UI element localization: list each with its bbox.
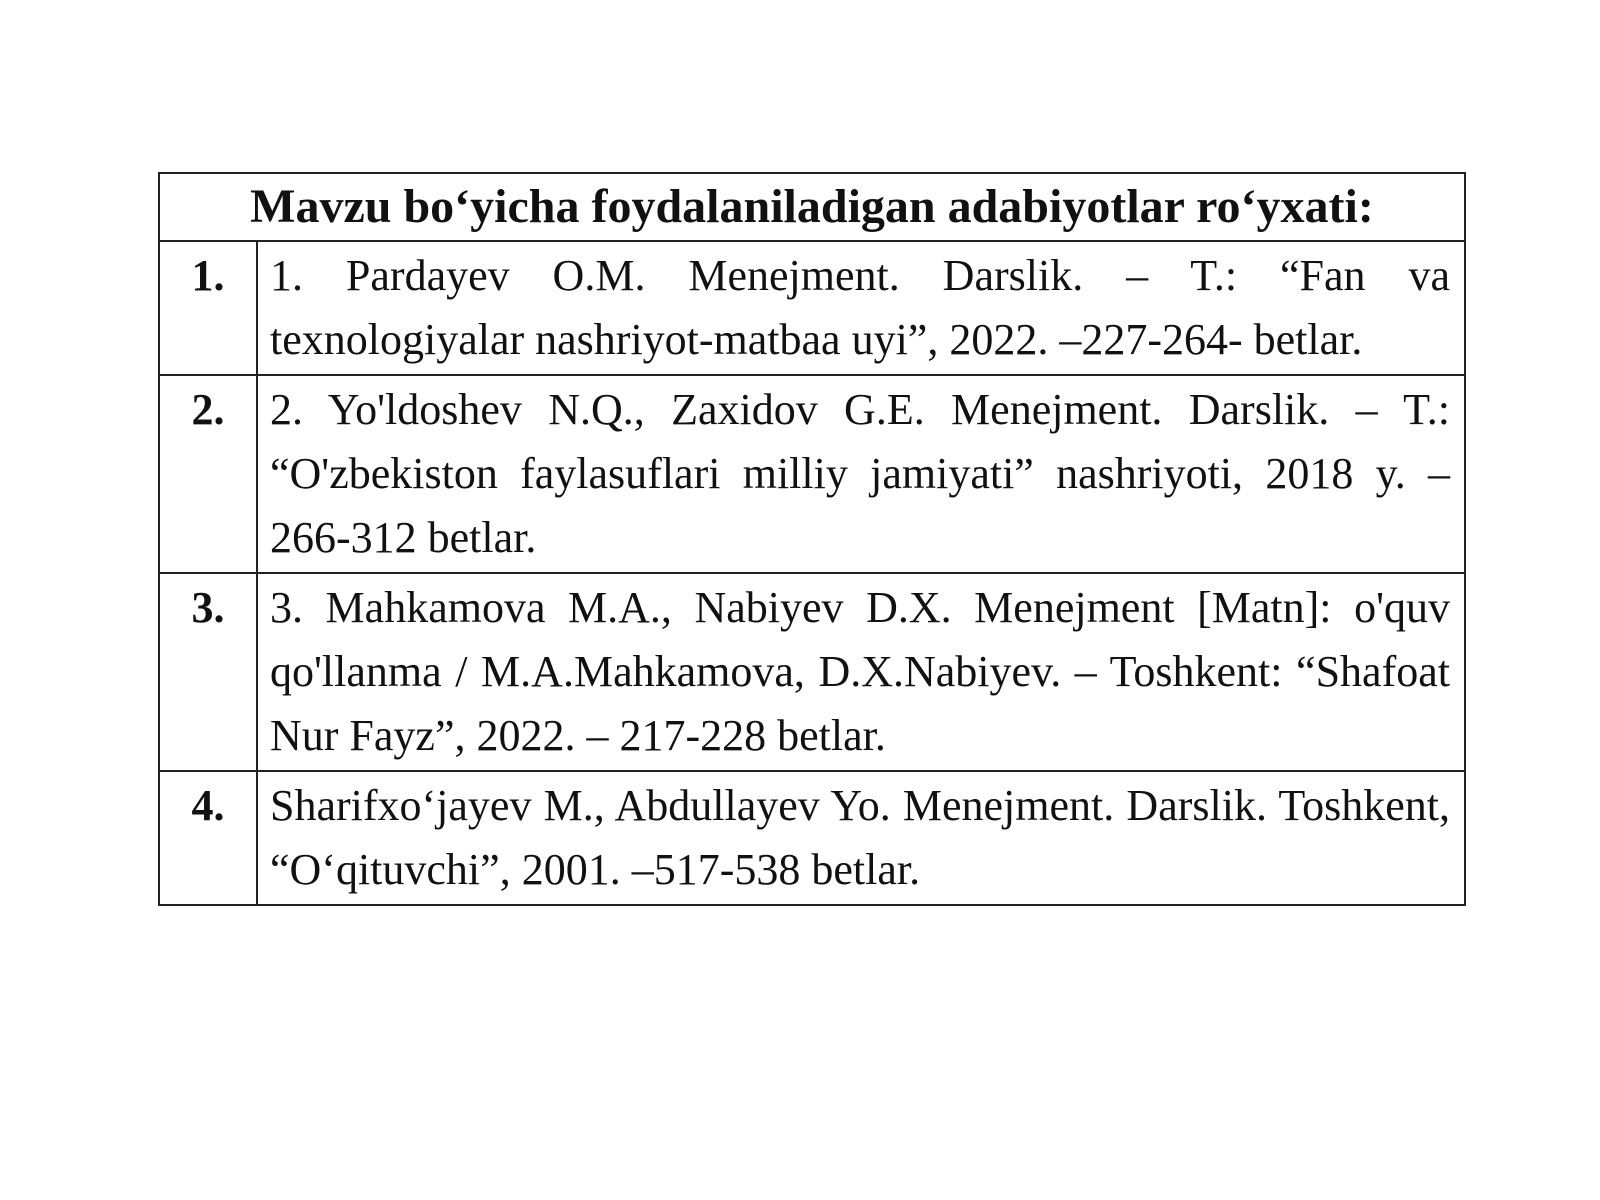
reference-text: 3. Mahkamova M.A., Nabiyev D.X. Menejment [Matn]: o'quv qo'llanma / M.A.Mahkamova, D.X.Nabiyev. – Toshkent: “Shafoat Nur Fayz”, 2022. – 217-228 betlar.: [257, 573, 1465, 771]
reference-text: Sharifxo‘jayev M., Abdullayev Yo. Menejment. Darslik. Toshkent, “O‘qituvchi”, 2001. –517-538 betlar.: [257, 771, 1465, 905]
row-number: 1.: [159, 241, 257, 375]
table-row: [159, 241, 1465, 375]
reference-text: 2. Yo'ldoshev N.Q., Zaxidov G.E. Menejment. Darslik. – T.: “O'zbekiston faylasuflari milliy jamiyati” nashriyoti, 2018 y. – 266-312 betlar.: [257, 375, 1465, 573]
table-row: [159, 573, 1465, 771]
table-header-row: [159, 173, 1465, 241]
row-number: 3.: [159, 573, 257, 771]
table-title: Mavzu bo‘yicha foydalaniladigan adabiyotlar ro‘yxati:: [159, 173, 1465, 241]
table-row: [159, 771, 1465, 905]
row-number: 2.: [159, 375, 257, 573]
table-row: [159, 375, 1465, 573]
references-table: [158, 172, 1466, 906]
reference-text: 1. Pardayev O.M. Menejment. Darslik. – T.: “Fan va texnologiyalar nashriyot-matbaa uyi”, 2022. –227-264- betlar.: [257, 241, 1465, 375]
row-number: 4.: [159, 771, 257, 905]
